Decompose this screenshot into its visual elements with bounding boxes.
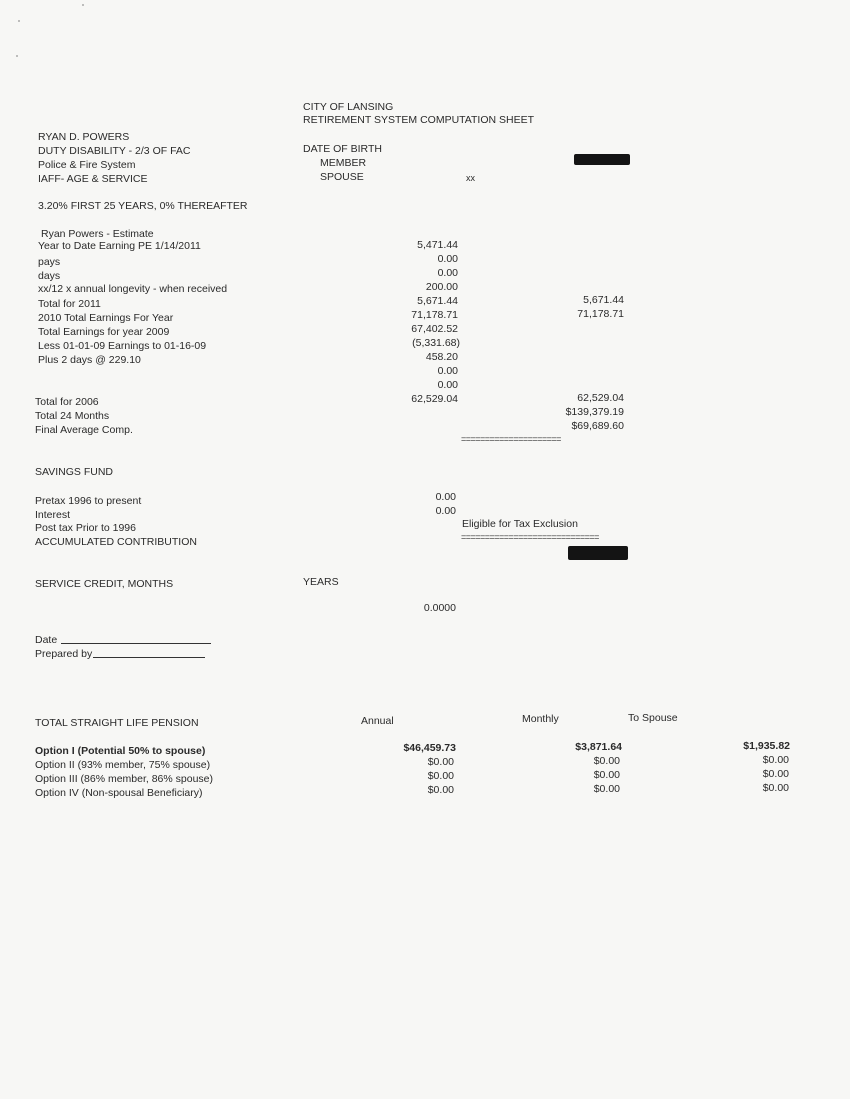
option-label: Option IV (Non-spousal Beneficiary) bbox=[35, 787, 203, 799]
date-signature-line bbox=[61, 643, 211, 644]
earnings-row-value: 71,178.71 bbox=[411, 309, 458, 321]
earnings-row-value: 0.00 bbox=[437, 365, 458, 377]
earnings-row-value: 62,529.04 bbox=[411, 393, 458, 405]
redaction-bar bbox=[568, 546, 628, 560]
earnings-row-label: xx/12 x annual longevity - when received bbox=[38, 283, 228, 295]
earnings-row-total: 62,529.04 bbox=[577, 392, 624, 404]
dob-member-label: MEMBER bbox=[320, 157, 367, 169]
double-underline: ===================== bbox=[461, 434, 561, 444]
pension-title: TOTAL STRAIGHT LIFE PENSION bbox=[35, 717, 199, 729]
earnings-row-value: 0.00 bbox=[437, 267, 458, 279]
option-annual: $0.00 bbox=[427, 770, 454, 782]
earnings-row-total: 5,671.44 bbox=[583, 294, 624, 306]
accumulated-contribution-label: ACCUMULATED CONTRIBUTION bbox=[35, 536, 197, 548]
prepared-by-signature-line bbox=[93, 657, 205, 658]
scan-speck bbox=[18, 20, 20, 22]
final-average-comp-value: $69,689.60 bbox=[571, 420, 624, 432]
earnings-row-value: 458.20 bbox=[425, 351, 458, 363]
earnings-row-total: 71,178.71 bbox=[577, 308, 624, 320]
interest-label: Interest bbox=[35, 509, 71, 521]
redaction-bar bbox=[574, 154, 630, 165]
estimate-label: Ryan Powers - Estimate bbox=[41, 228, 154, 240]
prepared-by-label: Prepared by bbox=[35, 648, 93, 660]
scan-speck bbox=[82, 4, 84, 6]
option-to-spouse: $0.00 bbox=[762, 782, 789, 794]
option-annual: $46,459.73 bbox=[403, 742, 456, 754]
earnings-row-label: 2010 Total Earnings For Year bbox=[38, 312, 174, 324]
option-to-spouse: $1,935.82 bbox=[743, 740, 790, 752]
savings-fund-title: SAVINGS FUND bbox=[35, 466, 113, 478]
earnings-row-value: 67,402.52 bbox=[411, 323, 458, 335]
years-value: 0.0000 bbox=[423, 602, 456, 614]
earnings-row-value: 5,671.44 bbox=[417, 295, 458, 307]
option-monthly: $0.00 bbox=[593, 769, 620, 781]
option-monthly: $3,871.64 bbox=[575, 741, 622, 753]
interest-value: 0.00 bbox=[435, 505, 456, 517]
earnings-row-label: Total for 2011 bbox=[38, 298, 101, 310]
option-annual: $0.00 bbox=[427, 756, 454, 768]
total-24-months-value: $139,379.19 bbox=[565, 406, 624, 418]
total-24-months-label: Total 24 Months bbox=[35, 410, 110, 422]
column-header-annual: Annual bbox=[361, 715, 394, 727]
member-name: RYAN D. POWERS bbox=[38, 131, 130, 143]
option-label: Option III (86% member, 86% spouse) bbox=[35, 773, 214, 785]
dob-label: DATE OF BIRTH bbox=[303, 143, 382, 155]
retirement-type: DUTY DISABILITY - 2/3 OF FAC bbox=[38, 145, 191, 157]
option-label: Option I (Potential 50% to spouse) bbox=[35, 745, 206, 757]
double-underline: ============================= bbox=[461, 532, 599, 542]
earnings-row-value: 0.00 bbox=[437, 379, 458, 391]
dob-spouse-value: xx bbox=[466, 173, 475, 183]
scan-speck bbox=[16, 55, 18, 57]
date-label: Date bbox=[35, 634, 58, 646]
pretax-value: 0.00 bbox=[435, 491, 456, 503]
option-annual: $0.00 bbox=[427, 784, 454, 796]
pension-system: Police & Fire System bbox=[38, 159, 136, 171]
dob-spouse-label: SPOUSE bbox=[320, 171, 364, 183]
earnings-row-label: pays bbox=[38, 256, 61, 268]
earnings-row-value: 0.00 bbox=[437, 253, 458, 265]
option-monthly: $0.00 bbox=[593, 783, 620, 795]
option-to-spouse: $0.00 bbox=[762, 768, 789, 780]
years-label: YEARS bbox=[303, 576, 339, 588]
union: IAFF- AGE & SERVICE bbox=[38, 173, 148, 185]
service-credit-label: SERVICE CREDIT, MONTHS bbox=[35, 578, 174, 590]
earnings-row-value: 200.00 bbox=[425, 281, 458, 293]
earnings-row-label: days bbox=[38, 270, 61, 282]
earnings-row-label: Total Earnings for year 2009 bbox=[38, 326, 170, 338]
earnings-row-label: Plus 2 days @ 229.10 bbox=[38, 354, 141, 366]
column-header-monthly: Monthly bbox=[522, 713, 559, 725]
org-name: CITY OF LANSING bbox=[303, 101, 394, 113]
benefit-formula: 3.20% FIRST 25 YEARS, 0% THEREAFTER bbox=[38, 200, 248, 212]
earnings-row-label: Total for 2006 bbox=[35, 396, 99, 408]
option-to-spouse: $0.00 bbox=[762, 754, 789, 766]
final-average-comp-label: Final Average Comp. bbox=[35, 424, 133, 436]
option-label: Option II (93% member, 75% spouse) bbox=[35, 759, 211, 771]
earnings-row-value: 5,471.44 bbox=[417, 239, 458, 251]
tax-exclusion-label: Eligible for Tax Exclusion bbox=[462, 518, 578, 530]
pretax-label: Pretax 1996 to present bbox=[35, 495, 142, 507]
earnings-row-value: (5,331.68) bbox=[412, 337, 460, 349]
earnings-row-label: Less 01-01-09 Earnings to 01-16-09 bbox=[38, 340, 207, 352]
sheet-title: RETIREMENT SYSTEM COMPUTATION SHEET bbox=[303, 114, 535, 126]
posttax-label: Post tax Prior to 1996 bbox=[35, 522, 136, 534]
option-monthly: $0.00 bbox=[593, 755, 620, 767]
column-header-to-spouse: To Spouse bbox=[628, 712, 678, 724]
earnings-row-label: Year to Date Earning PE 1/14/2011 bbox=[38, 240, 201, 252]
